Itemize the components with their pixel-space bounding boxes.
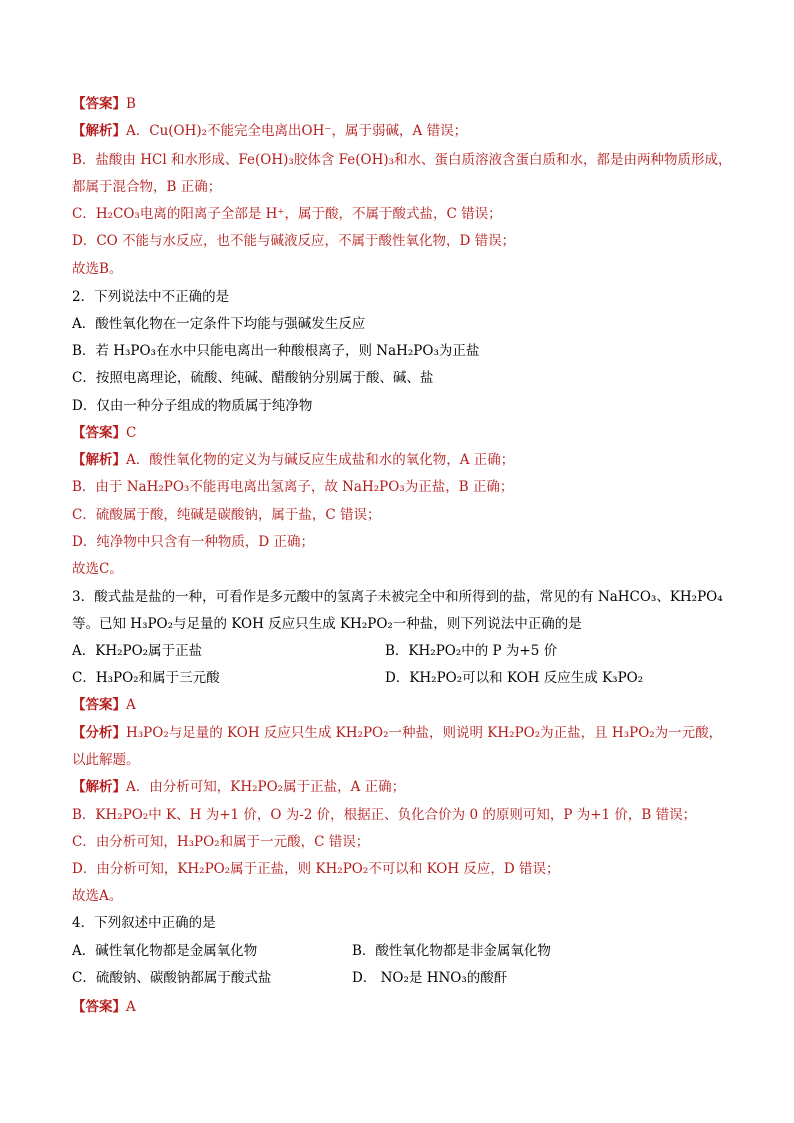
explanation-line: B．KH₂PO₂中 K、H 为+1 价，O 为-2 价，根据正、负化合价为 0 的原则可知，P 为+1 价，B 错误；	[72, 807, 697, 823]
option-c: C．H₃PO₂和属于三元酸	[72, 670, 220, 686]
analysis-line	[72, 451, 514, 469]
analysis-text: A．由分析可知，KH₂PO₂属于正盐，A 正确；	[126, 779, 406, 795]
option-a: A．碱性氧化物都是金属氧化物	[72, 943, 258, 959]
option-b: B．KH₂PO₂中的 P 为+5 价	[385, 643, 558, 659]
option-d: D．KH₂PO₂可以和 KOH 反应生成 K₃PO₂	[385, 670, 644, 686]
option-d: D．仅由一种分子组成的物质属于纯净物	[72, 398, 313, 414]
explanation-line: 以此解题。	[72, 752, 140, 768]
explanation-line: C．由分析可知，H₃PO₂和属于一元酸，C 错误；	[72, 834, 370, 850]
analysis-line	[72, 724, 722, 742]
answer-tag: 【答案】	[72, 425, 126, 441]
answer-value: A	[126, 697, 136, 713]
answer-line	[72, 696, 136, 714]
question-stem: 等。已知 H₃PO₂与足量的 KOH 反应只生成 KH₂PO₂一种盐，则下列说法中正确的是	[72, 616, 582, 632]
explanation-line: D．纯净物中只含有一种物质，D 正确；	[72, 534, 314, 550]
conclusion-line: 故选C。	[72, 561, 123, 577]
analysis-line	[72, 778, 405, 796]
option-c: C．按照电离理论，硫酸、纯碱、醋酸钠分别属于酸、碱、盐	[72, 370, 434, 386]
analysis-text: A．酸性氧化物的定义为与碱反应生成盐和水的氧化物，A 正确；	[126, 452, 515, 468]
explanation-line: C．硫酸属于酸，纯碱是碳酸钠，属于盐，C 错误；	[72, 507, 381, 523]
question-stem: 2．下列说法中不正确的是	[72, 289, 230, 305]
answer-value: B	[126, 96, 136, 112]
option-b: B．酸性氧化物都是非金属氧化物	[352, 943, 551, 959]
conclusion-line: 故选B。	[72, 261, 123, 277]
question-stem: 3．酸式盐是盐的一种，可看作是多元酸中的氢离子未被完全中和所得到的盐，常见的有 NaHCO₃、KH₂PO₄	[72, 589, 723, 605]
explanation-line: B．由于 NaH₂PO₃不能再电离出氢离子，故 NaH₂PO₃为正盐，B 正确；	[72, 479, 514, 495]
answer-tag: 【答案】	[72, 697, 126, 713]
explanation-line: B．盐酸由 HCl 和水形成、Fe(OH)₃胶体含 Fe(OH)₃和水、蛋白质溶液含蛋白质和水，都是由两种物质形成，	[72, 152, 732, 168]
answer-line	[72, 95, 136, 113]
option-d: D． NO₂是 HNO₃的酸酐	[352, 970, 508, 986]
explanation-line: D．由分析可知，KH₂PO₂属于正盐，则 KH₂PO₂不可以和 KOH 反应，D 错误；	[72, 861, 560, 877]
answer-line	[72, 424, 136, 442]
option-a: A．KH₂PO₂属于正盐	[72, 643, 203, 659]
explanation-line: 都属于混合物，B 正确；	[72, 179, 222, 195]
answer-tag: 【答案】	[72, 999, 126, 1015]
explanation-line: C．H₂CO₃电离的阳离子全部是 H⁺，属于酸，不属于酸式盐，C 错误；	[72, 206, 502, 222]
analysis-text: H₃PO₂与足量的 KOH 反应只生成 KH₂PO₂一种盐，则说明 KH₂PO₂为正盐，且 H₃PO₂为一元酸，	[126, 725, 723, 741]
question-stem: 4．下列叙述中正确的是	[72, 915, 216, 931]
answer-value: C	[126, 425, 137, 441]
analysis-line	[72, 122, 467, 140]
analysis-tag: 【解析】	[72, 452, 126, 468]
analysis-text: A．Cu(OH)₂不能完全电离出OH⁻，属于弱碱，A 错误；	[126, 123, 468, 139]
answer-value: A	[126, 999, 136, 1015]
option-c: C．硫酸钠、碳酸钠都属于酸式盐	[72, 970, 272, 986]
analysis-tag: 【解析】	[72, 123, 126, 139]
option-b: B．若 H₃PO₃在水中只能电离出一种酸根离子，则 NaH₂PO₃为正盐	[72, 343, 480, 359]
analysis-tag: 【分析】	[72, 725, 126, 741]
explanation-line: D．CO 不能与水反应，也不能与碱液反应，不属于酸性氧化物，D 错误；	[72, 233, 516, 249]
option-a: A．酸性氧化物在一定条件下均能与强碱发生反应	[72, 316, 366, 332]
conclusion-line: 故选A。	[72, 888, 123, 904]
answer-line	[72, 998, 136, 1016]
analysis-tag: 【解析】	[72, 779, 126, 795]
answer-tag: 【答案】	[72, 96, 126, 112]
